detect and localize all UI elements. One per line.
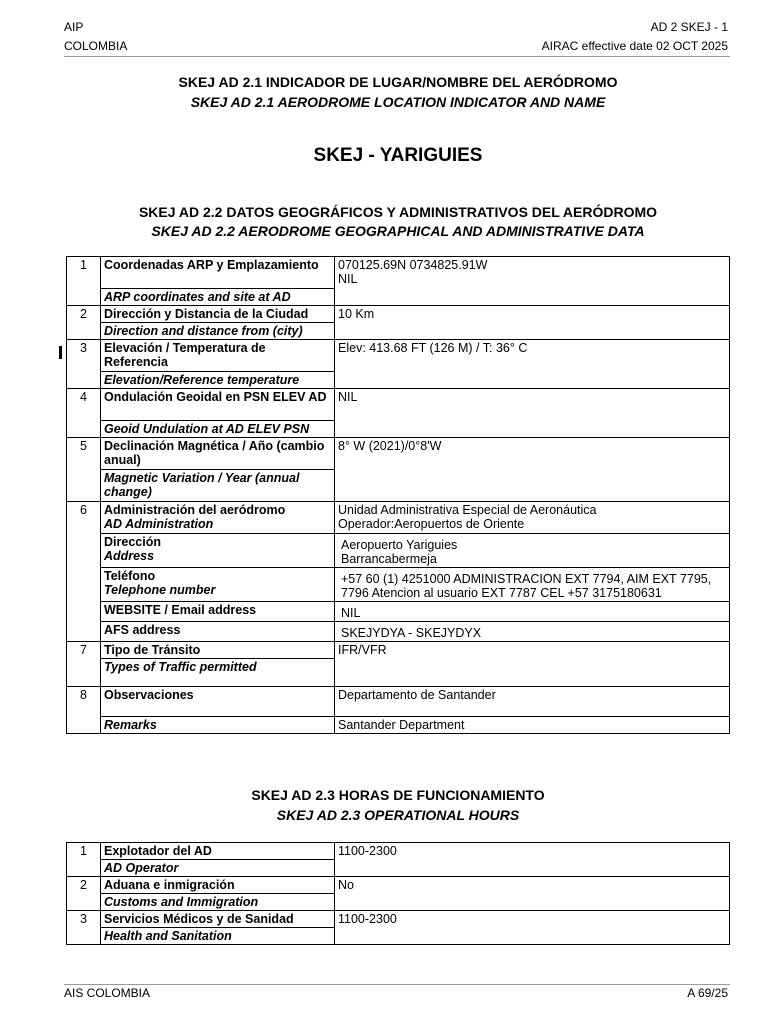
row-label-es: Elevación / Temperatura de Referencia [101,340,335,372]
table-row [67,306,730,323]
row-label-en: ARP coordinates and site at AD [101,289,335,306]
row-label-en: Customs and Immigration [101,894,335,911]
table-row [67,534,730,568]
row-number: 3 [67,911,101,945]
row-value [335,534,730,568]
row-value: No [335,877,730,911]
row-number: 1 [67,843,101,877]
row-value [335,257,730,306]
table-ad-2-3 [66,842,730,945]
row-value: Elev: 413.68 FT (126 M) / T: 36° C [335,340,730,389]
row-number: 4 [67,389,101,438]
row-value: 1100-2300 [335,843,730,877]
row-number: 7 [67,642,101,687]
website-label: WEBSITE / Email address [101,602,335,622]
row-label-en: Remarks [101,717,335,734]
row-value: IFR/VFR [335,642,730,687]
row-label-es: Tipo de Tránsito [101,642,335,659]
row-number: 5 [67,438,101,502]
table-row [67,911,730,928]
row-number: 3 [67,340,101,389]
section-2-2-title-es: SKEJ AD 2.2 DATOS GEOGRÁFICOS Y ADMINISTRATIVOS DEL AERÓDROMO [138,204,658,220]
table-row [67,843,730,860]
row-label-en: Types of Traffic permitted [101,659,335,687]
header-page-id: AD 2 SKEJ - 1 [650,20,728,34]
row-number: 8 [67,687,101,734]
row-number: 6 [67,502,101,642]
table-row [67,438,730,470]
row-label-en: Magnetic Variation / Year (annual change) [101,470,335,502]
row-label-es: Ondulación Geoidal en PSN ELEV AD [101,389,335,421]
header-country: COLOMBIA [64,39,128,53]
address-label-en: Address [104,549,155,563]
phone-label-en: Telephone number [104,583,216,597]
admin-label-es: Administración del aeródromo [104,503,286,517]
row-value [335,502,730,534]
row-label [101,568,335,602]
table-row [67,622,730,642]
table-row [67,568,730,602]
site-value: NIL [338,272,358,286]
row-label-en: Direction and distance from (city) [101,323,335,340]
row-label-es: Explotador del AD [101,843,335,860]
section-2-1-title-en: SKEJ AD 2.1 AERODROME LOCATION INDICATOR AND NAME [190,94,606,110]
row-label-en: Health and Sanitation [101,928,335,945]
table-row [67,389,730,421]
phone-label-es: Teléfono [104,569,156,583]
table-row [67,602,730,622]
row-label-es: Servicios Médicos y de Sanidad [101,911,335,928]
section-2-3-title-en: SKEJ AD 2.3 OPERATIONAL HOURS [276,807,520,823]
afs-label: AFS address [101,622,335,642]
table-row [67,687,730,717]
row-label-es: Observaciones [101,687,335,717]
row-label-en: Geoid Undulation at AD ELEV PSN [101,421,335,438]
row-label-es: Coordenadas ARP y Emplazamiento [101,257,335,289]
admin-value-1: Unidad Administrativa Especial de Aeronáutica [338,503,597,517]
footer-divider [64,984,730,985]
footer-publisher: AIS COLOMBIA [64,986,151,1000]
row-value: 8° W (2021)/0°8'W [335,438,730,502]
table-row [67,642,730,659]
address-value-1: Aeropuerto Yariguies [341,538,458,552]
admin-value-2: Operador:Aeropuertos de Oriente [338,517,525,531]
address-label-es: Dirección [104,535,161,549]
table-row [67,877,730,894]
table-row [67,257,730,289]
row-value: NIL [335,389,730,438]
footer-amendment: A 69/25 [687,986,728,1000]
row-label [101,534,335,568]
phone-value: +57 60 (1) 4251000 ADMINISTRACION EXT 7794, AIM EXT 7795, 7796 Atencion al usuario EXT 7787 CEL +57 3175180631 [335,568,730,602]
header-airac-date: AIRAC effective date 02 OCT 2025 [541,39,728,53]
row-label-es: Aduana e inmigración [101,877,335,894]
arp-coordinates: 070125.69N 0734825.91W [338,258,488,272]
afs-value: SKEJYDYA - SKEJYDYX [335,622,730,642]
row-number: 2 [67,877,101,911]
row-value: 10 Km [335,306,730,340]
row-label [101,502,335,534]
address-value-2: Barrancabermeja [341,552,437,566]
row-number: 2 [67,306,101,340]
row-label-es: Dirección y Distancia de la Ciudad [101,306,335,323]
remarks-value-es: Departamento de Santander [335,687,730,717]
section-2-3-title-es: SKEJ AD 2.3 HORAS DE FUNCIONAMIENTO [251,787,545,803]
row-label-es: Declinación Magnética / Año (cambio anual) [101,438,335,470]
table-row [67,340,730,372]
row-value: 1100-2300 [335,911,730,945]
table-row [67,502,730,534]
remarks-value-en: Santander Department [335,717,730,734]
header-divider [64,56,730,57]
admin-label-en: AD Administration [104,517,214,531]
section-2-2-title-en: SKEJ AD 2.2 AERODROME GEOGRAPHICAL AND ADMINISTRATIVE DATA [151,223,645,239]
aerodrome-name: SKEJ - YARIGUIES [313,145,483,166]
row-number: 1 [67,257,101,306]
table-row [67,717,730,734]
row-label-en: Elevation/Reference temperature [101,372,335,389]
header-aip: AIP [64,20,84,34]
table-ad-2-2 [66,256,730,734]
row-label-en: AD Operator [101,860,335,877]
section-2-1-title-es: SKEJ AD 2.1 INDICADOR DE LUGAR/NOMBRE DEL AERÓDROMO [178,74,618,90]
website-value: NIL [335,602,730,622]
text-cursor [59,346,62,359]
